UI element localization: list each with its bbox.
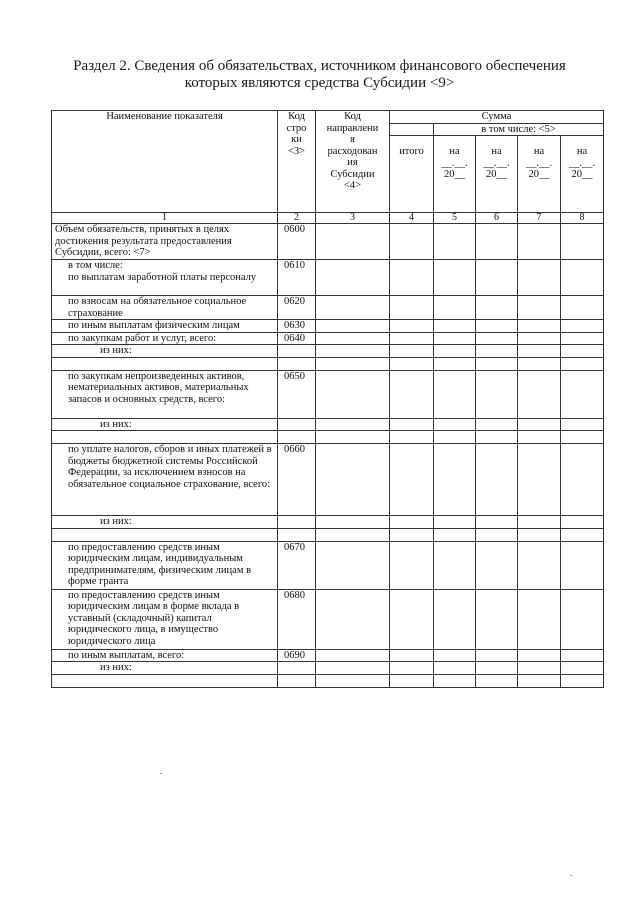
table-row <box>52 662 604 675</box>
row-label: из них: <box>52 662 278 675</box>
table-row <box>52 589 604 649</box>
header-period-1: на __.__. 20__ <box>434 136 476 213</box>
table-row <box>52 320 604 333</box>
scan-speck <box>570 875 572 876</box>
table-row <box>52 444 604 516</box>
obligations-table <box>51 110 604 688</box>
header-period-3: на __.__. 20__ <box>518 136 561 213</box>
header-total: итого <box>390 136 434 213</box>
table-row-blank <box>52 431 604 444</box>
row-code: 0600 <box>278 224 316 260</box>
row-label: по иным выплатам физическим лицам <box>52 320 278 333</box>
table-row <box>52 418 604 431</box>
table-row <box>52 345 604 358</box>
row-label: Объем обязательств, принятых в целях достижения результата предоставления Субсидии, всего: <7> <box>52 224 278 260</box>
row-label: по взносам на обязательное социальное страхование <box>52 296 278 320</box>
scan-speck <box>160 773 162 774</box>
row-label: по закупкам работ и услуг, всего: <box>52 332 278 345</box>
title-line-1: Раздел 2. Сведения об обязательствах, источником финансового обеспечения <box>73 58 566 74</box>
row-code: 0630 <box>278 320 316 333</box>
row-label: по предоставлению средств иным юридическим лицам, индивидуальным предпринимателям, физическим лицам в форме гранта <box>52 541 278 589</box>
section-title <box>0 58 639 92</box>
col-num-3: 3 <box>316 213 390 224</box>
header-code: Код стро ки <3> <box>278 111 316 213</box>
table-row <box>52 260 604 296</box>
header-period-4: на __.__. 20__ <box>561 136 604 213</box>
col-num-2: 2 <box>278 213 316 224</box>
row-label: в том числе: по выплатам заработной платы персоналу <box>52 260 278 296</box>
table-row-blank <box>52 357 604 370</box>
header-direction: Код направлени я расходован ия Субсидии <4> <box>316 111 390 213</box>
header-including: в том числе: <5> <box>434 123 604 136</box>
row-code: 0650 <box>278 370 316 418</box>
col-num-4: 4 <box>390 213 434 224</box>
row-code: 0690 <box>278 649 316 662</box>
table-row-blank <box>52 674 604 687</box>
row-code: 0660 <box>278 444 316 516</box>
row-code: 0670 <box>278 541 316 589</box>
table-row <box>52 296 604 320</box>
header-name: Наименование показателя <box>52 111 278 213</box>
row-code: 0610 <box>278 260 316 296</box>
header-sum: Сумма <box>390 111 604 124</box>
table-row <box>52 224 604 260</box>
row-label: из них: <box>52 516 278 529</box>
table-row <box>52 370 604 418</box>
col-num-1: 1 <box>52 213 278 224</box>
row-label: по уплате налогов, сборов и иных платежей в бюджеты бюджетной системы Российской Федерации, за исключением взносов на обязательное социальное страхование, всего: <box>52 444 278 516</box>
table-row <box>52 649 604 662</box>
row-label: из них: <box>52 418 278 431</box>
col-num-8: 8 <box>561 213 604 224</box>
col-num-7: 7 <box>518 213 561 224</box>
table-row <box>52 541 604 589</box>
col-num-5: 5 <box>434 213 476 224</box>
table-row <box>52 332 604 345</box>
title-line-2: которых являются средства Субсидии <9> <box>184 75 455 91</box>
row-label: из них: <box>52 345 278 358</box>
row-label: по иным выплатам, всего: <box>52 649 278 662</box>
table-row <box>52 516 604 529</box>
row-code: 0680 <box>278 589 316 649</box>
row-label: по предоставлению средств иным юридическим лицам в форме вклада в уставный (складочный) капитал юридического лица, в имущество юридического лица <box>52 589 278 649</box>
header-row-1 <box>52 111 604 124</box>
row-code: 0620 <box>278 296 316 320</box>
row-code: 0640 <box>278 332 316 345</box>
table-row-blank <box>52 528 604 541</box>
col-num-6: 6 <box>476 213 518 224</box>
header-period-2: на __.__. 20__ <box>476 136 518 213</box>
row-label: по закупкам непроизведенных активов, нематериальных активов, материальных запасов и основных средств, всего: <box>52 370 278 418</box>
column-numbers-row <box>52 213 604 224</box>
